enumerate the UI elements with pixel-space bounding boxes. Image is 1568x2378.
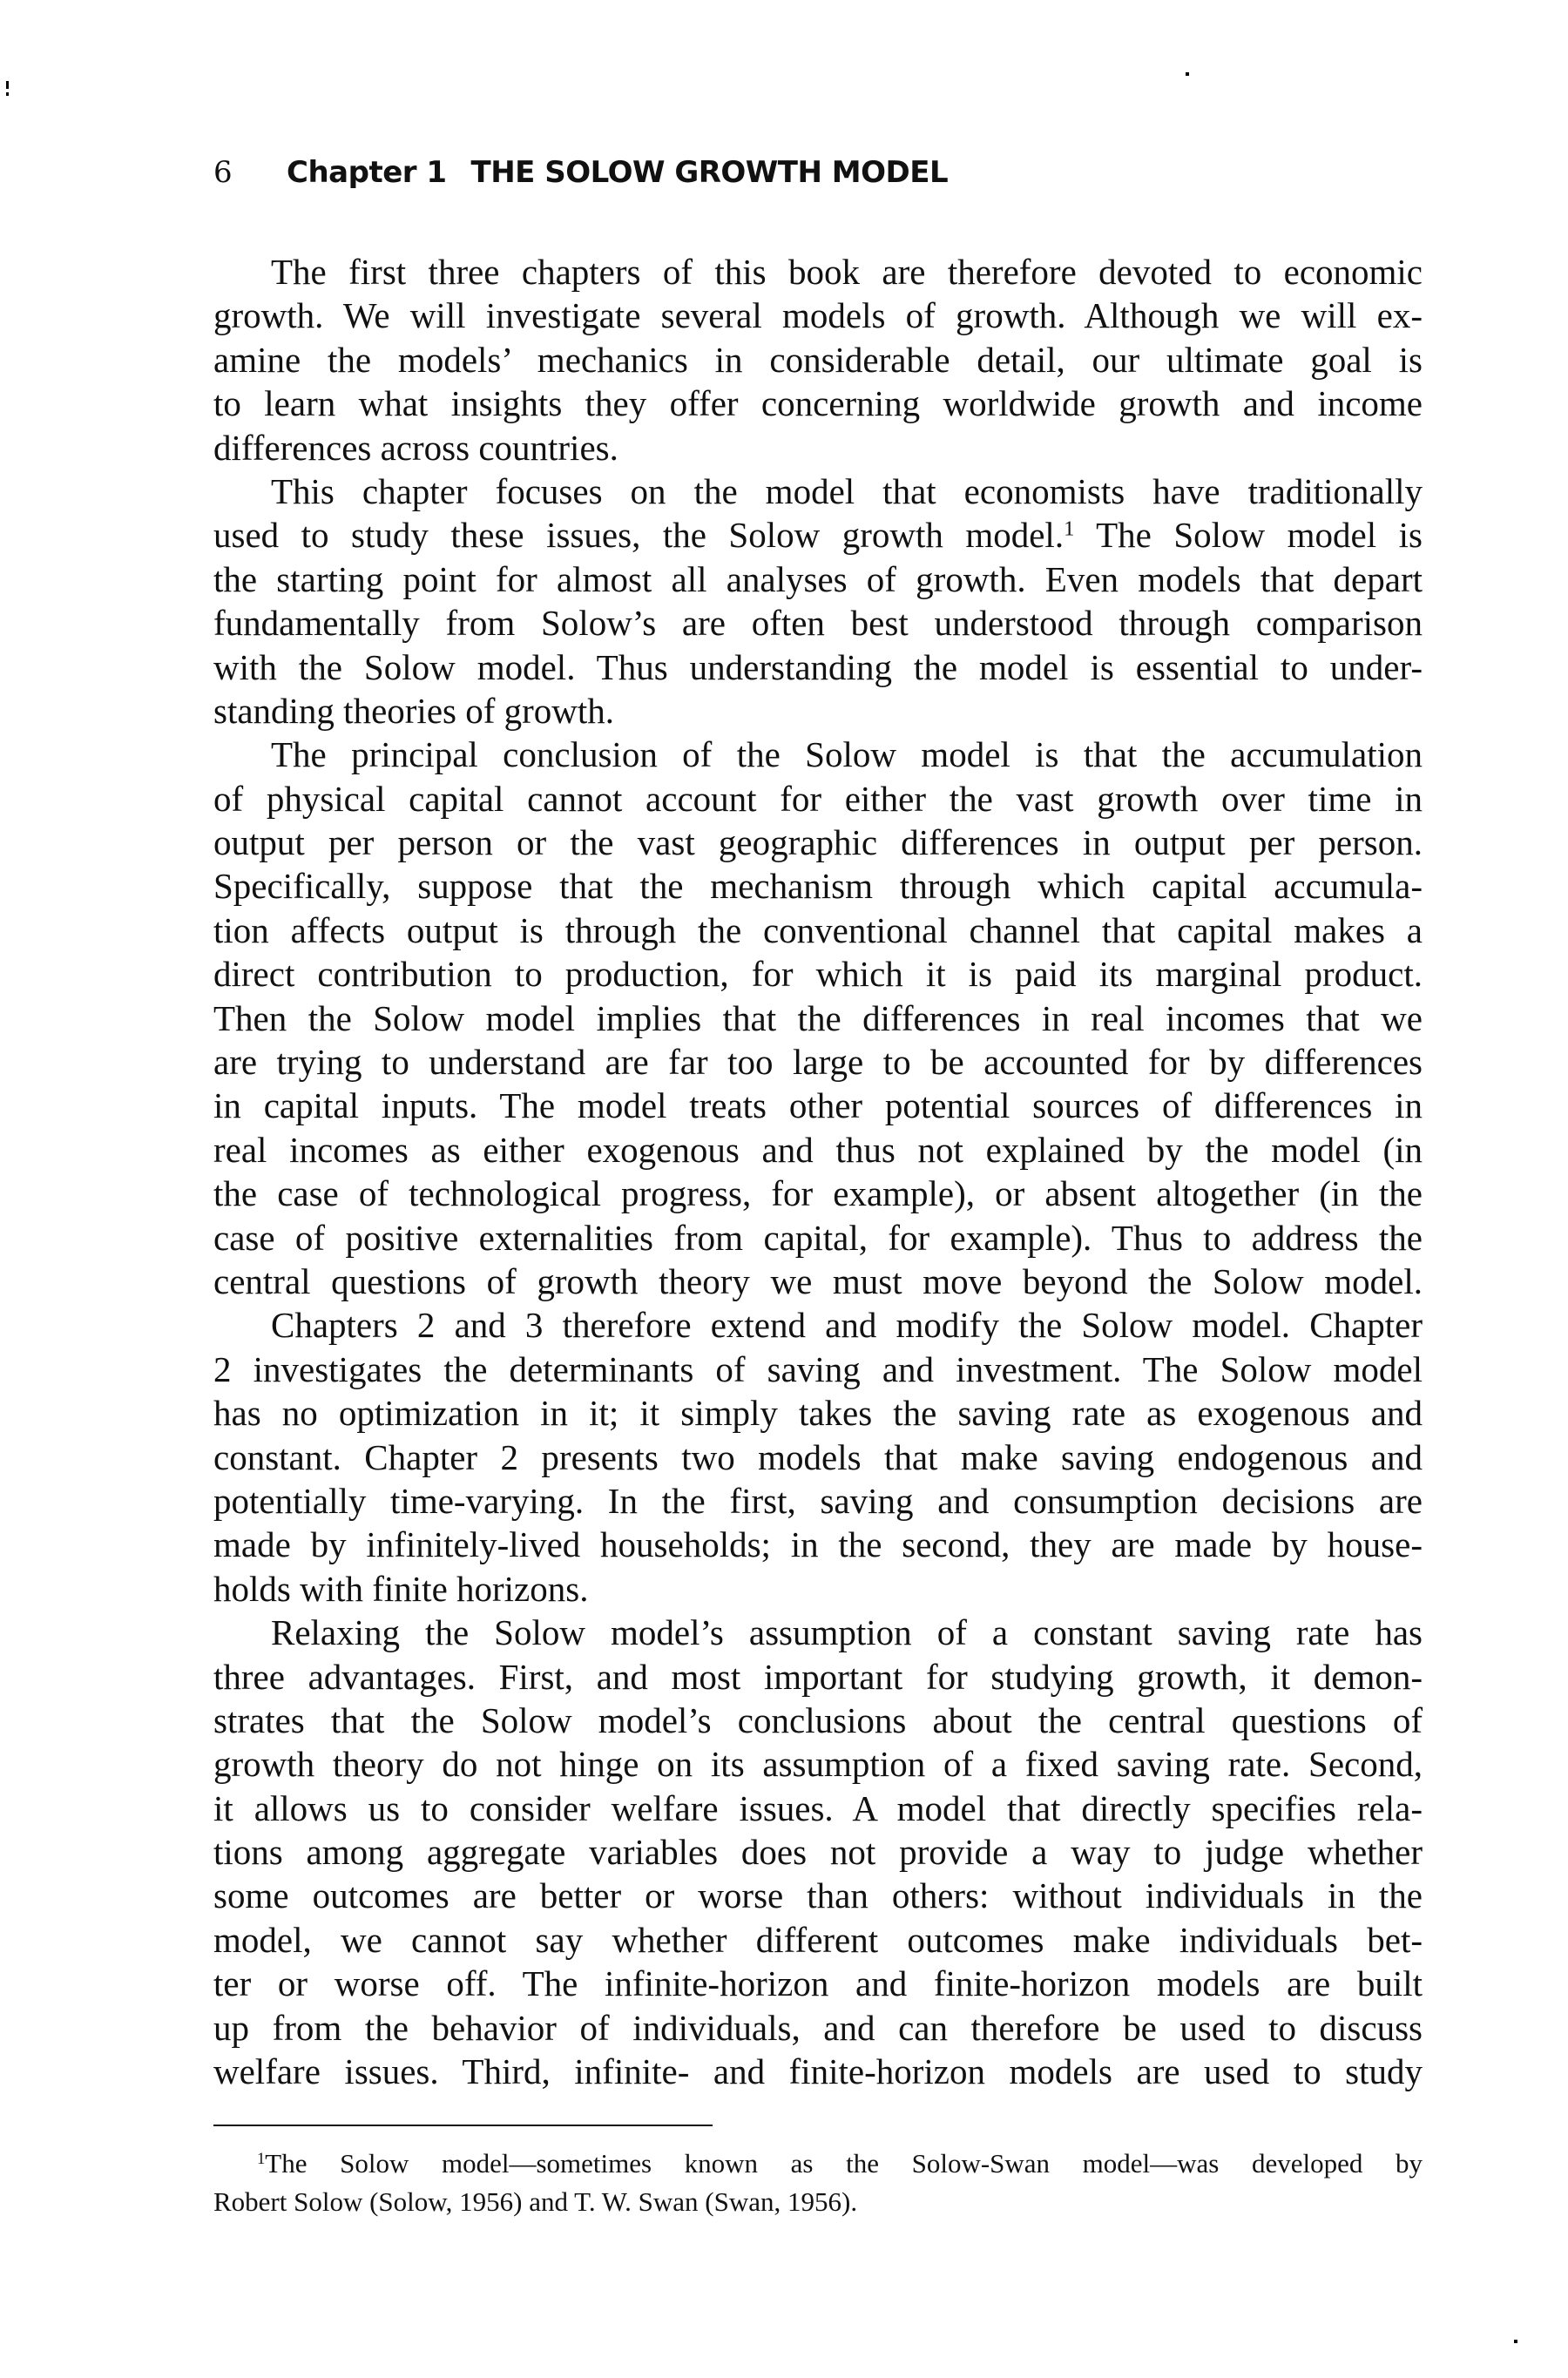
text-line: constant. Chapter 2 presents two models that make saving endogenous and <box>213 1436 1423 1477</box>
text-line: Then the Solow model implies that the differences in real incomes that we <box>213 997 1423 1038</box>
text-line: ter or worse off. The infinite-horizon and finite-horizon models are built <box>213 1963 1423 2004</box>
scan-mark-left-bottom <box>6 92 9 96</box>
text-line: holds with finite horizons. <box>213 1568 589 1609</box>
text-line: three advantages. First, and most important for studying growth, it demon- <box>213 1656 1423 1697</box>
text-line: to learn what insights they offer concerning worldwide growth and income <box>213 383 1423 424</box>
text-line: tion affects output is through the conventional channel that capital makes a <box>213 909 1423 950</box>
footnote-line: Robert Solow (Solow, 1956) and T. W. Swan (Swan, 1956). <box>213 2186 858 2217</box>
text-line: model, we cannot say whether different outcomes make individuals bet- <box>213 1919 1423 1960</box>
text-line: the starting point for almost all analyses of growth. Even models that depart <box>213 558 1423 599</box>
chapter-label: Chapter 1 <box>287 155 447 190</box>
text-segment: used to study these issues, the Solow growth model. <box>213 515 1064 556</box>
text-line: up from the behavior of individuals, and can therefore be used to discuss <box>213 2007 1423 2048</box>
text-segment: The Solow model is <box>1074 515 1423 556</box>
text-line: strates that the Solow model’s conclusions about the central questions of <box>213 1699 1423 1740</box>
paragraph <box>213 733 1423 1303</box>
text-line: 2 investigates the determinants of saving and investment. The Solow model <box>213 1348 1423 1389</box>
text-line: amine the models’ mechanics in considerable detail, our ultimate goal is <box>213 339 1423 380</box>
text-line-with-footnote-ref <box>213 513 1423 557</box>
text-line: growth. We will investigate several models of growth. Although we will ex- <box>213 295 1423 336</box>
text-line: with the Solow model. Thus understanding the model is essential to under- <box>213 646 1423 687</box>
text-line: output per person or the vast geographic differences in output per person. <box>213 822 1423 863</box>
paragraph <box>213 250 1423 470</box>
paragraph <box>213 1611 1423 2093</box>
scan-mark-top-dot <box>1186 72 1189 76</box>
text-line: central questions of growth theory we must move beyond the Solow model. <box>213 1260 1423 1301</box>
running-head <box>213 153 948 192</box>
footnote-ref-link[interactable]: 1 <box>1064 517 1075 541</box>
text-line: potentially time-varying. In the first, saving and consumption decisions are <box>213 1480 1423 1521</box>
footnote-marker: 1 <box>257 2149 266 2168</box>
text-line: standing theories of growth. <box>213 690 615 731</box>
footnote <box>213 2145 1423 2221</box>
text-line: in capital inputs. The model treats other potential sources of differences in <box>213 1085 1423 1126</box>
text-line: This chapter focuses on the model that economists have traditionally <box>271 470 1423 511</box>
text-line: fundamentally from Solow’s are often best understood through comparison <box>213 603 1423 644</box>
text-line: The first three chapters of this book are therefore devoted to economic <box>271 252 1423 292</box>
text-line: direct contribution to production, for which it is paid its marginal product. <box>213 954 1423 995</box>
text-line: of physical capital cannot account for either the vast growth over time in <box>213 778 1423 819</box>
footnote-rule <box>213 2125 713 2126</box>
text-line: Chapters 2 and 3 therefore extend and modify the Solow model. Chapter <box>271 1305 1423 1346</box>
text-line: The principal conclusion of the Solow model is that the accumulation <box>271 734 1423 775</box>
footnote-text: The Solow model—sometimes known as the Solow-Swan model—was developed by <box>265 2148 1423 2179</box>
scan-mark-left-top <box>6 81 9 89</box>
text-line: case of positive externalities from capital, for example). Thus to address the <box>213 1217 1423 1258</box>
text-line: has no optimization in it; it simply takes the saving rate as exogenous and <box>213 1393 1423 1434</box>
text-line: it allows us to consider welfare issues. A model that directly specifies rela- <box>213 1787 1423 1828</box>
text-line: growth theory do not hinge on its assumption of a fixed saving rate. Second, <box>213 1744 1423 1785</box>
body-text <box>213 250 1423 2093</box>
page-number: 6 <box>213 155 233 190</box>
paragraph <box>213 1303 1423 1611</box>
text-line: differences across countries. <box>213 427 618 468</box>
text-line: the case of technological progress, for example), or absent altogether (in the <box>213 1173 1423 1214</box>
text-line: made by infinitely-lived households; in the second, they are made by house- <box>213 1524 1423 1565</box>
paragraph <box>213 470 1423 733</box>
text-line: Specifically, suppose that the mechanism through which capital accumula- <box>213 866 1423 907</box>
text-line: real incomes as either exogenous and thus not explained by the model (in <box>213 1129 1423 1170</box>
footnote-line <box>213 2145 1423 2183</box>
scan-mark-bottom-dot <box>1514 2340 1517 2343</box>
text-line: tions among aggregate variables does not provide a way to judge whether <box>213 1832 1423 1873</box>
text-line: are trying to understand are far too large to be accounted for by differences <box>213 1042 1423 1083</box>
text-line: Relaxing the Solow model’s assumption of a constant saving rate has <box>271 1612 1423 1653</box>
text-line: some outcomes are better or worse than others: without individuals in the <box>213 1875 1423 1916</box>
text-line: welfare issues. Third, infinite- and finite-horizon models are used to study <box>213 2051 1423 2092</box>
chapter-title: THE SOLOW GROWTH MODEL <box>470 155 949 190</box>
